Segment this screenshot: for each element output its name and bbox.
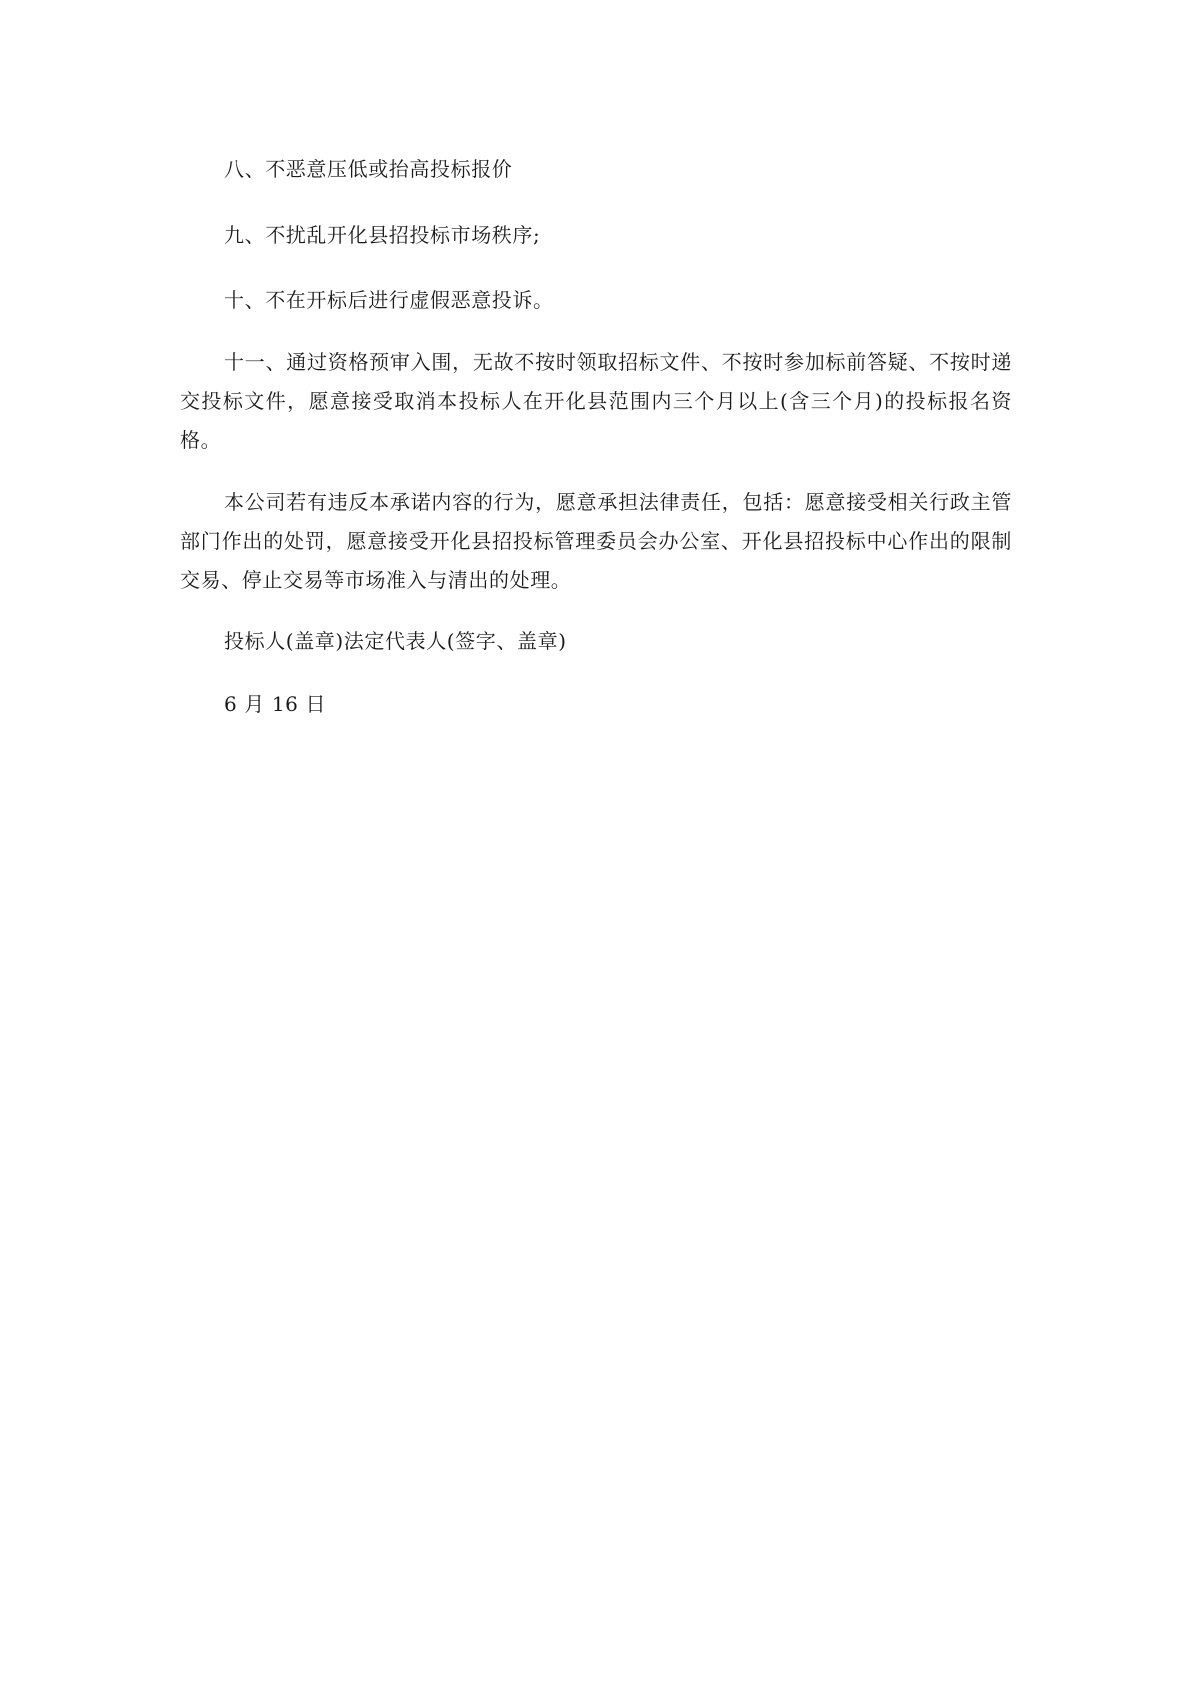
- document-body: [180, 150, 1012, 724]
- signature-line: 投标人(盖章)法定代表人(签字、盖章): [224, 629, 567, 653]
- liability-statement: 本公司若有违反本承诺内容的行为，愿意承担法律责任，包括：愿意接受相关行政主管部门作出的处罚，愿意接受开化县招投标管理委员会办公室、开化县招投标中心作出的限制交易、停止交易等市场准入与清出的处理。: [180, 490, 1012, 592]
- clause-10: 十、不在开标后进行虚假恶意投诉。: [224, 288, 554, 312]
- clause-8: 八、不恶意压低或抬高投标报价: [224, 157, 513, 181]
- document-date: 6 月 16 日: [224, 692, 327, 716]
- clause-9: 九、不扰乱开化县招投标市场秩序;: [224, 223, 541, 247]
- clause-11: 十一、通过资格预审入围，无故不按时领取招标文件、不按时参加标前答疑、不按时递交投标文件，愿意接受取消本投标人在开化县范围内三个月以上(含三个月)的投标报名资格。: [180, 350, 1012, 452]
